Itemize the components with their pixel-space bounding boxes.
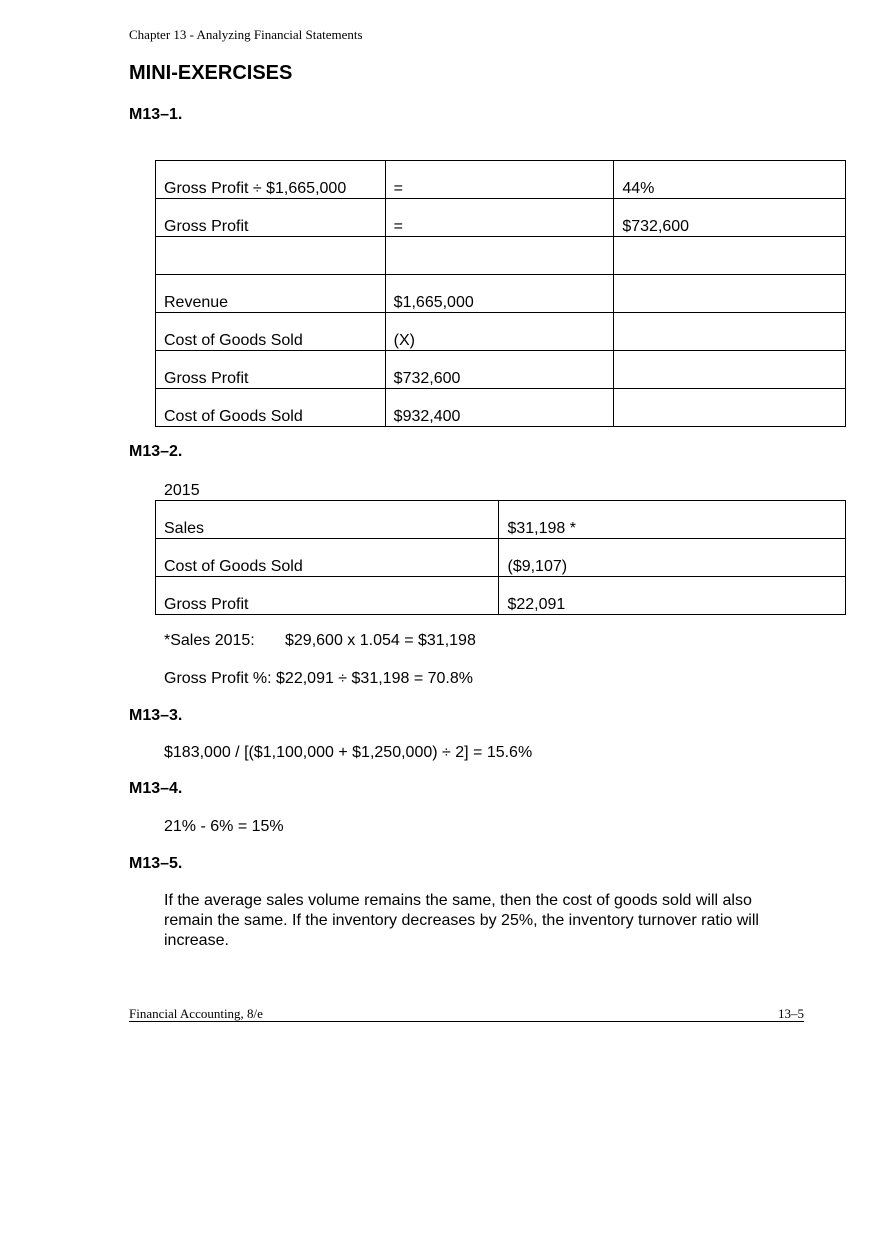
table-cell: = <box>385 199 614 237</box>
table-row <box>156 577 846 615</box>
m13-2-table <box>155 500 846 615</box>
m13-2-heading: M13–2. <box>129 443 183 460</box>
table-cell: Gross Profit <box>156 577 499 615</box>
table-cell: $732,600 <box>614 199 846 237</box>
table-cell: Cost of Goods Sold <box>156 539 499 577</box>
table-row <box>156 237 846 275</box>
table-cell: $31,198 * <box>499 501 846 539</box>
page-footer <box>129 1006 804 1022</box>
table-cell <box>385 237 614 275</box>
table-cell: ($9,107) <box>499 539 846 577</box>
m13-2-note-value: $29,600 x 1.054 = $31,198 <box>285 632 476 649</box>
table-cell: $22,091 <box>499 577 846 615</box>
table-cell: Sales <box>156 501 499 539</box>
table-cell <box>614 275 846 313</box>
table-cell: 44% <box>614 161 846 199</box>
table-cell: Gross Profit ÷ $1,665,000 <box>156 161 386 199</box>
table-cell: Cost of Goods Sold <box>156 389 386 427</box>
m13-4-text: 21% - 6% = 15% <box>164 818 284 835</box>
table-cell: Gross Profit <box>156 351 386 389</box>
table-row <box>156 389 846 427</box>
table-cell: $732,600 <box>385 351 614 389</box>
table-cell <box>156 237 386 275</box>
m13-2-year: 2015 <box>164 482 200 499</box>
table-cell: Revenue <box>156 275 386 313</box>
table-row <box>156 313 846 351</box>
table-cell: (X) <box>385 313 614 351</box>
m13-2-note-label: *Sales 2015: <box>164 632 255 649</box>
footer-book-title: Financial Accounting, 8/e <box>129 1006 263 1021</box>
m13-1-table <box>155 160 846 427</box>
m13-2-gross-profit-pct: Gross Profit %: $22,091 ÷ $31,198 = 70.8% <box>164 670 473 687</box>
m13-1-heading: M13–1. <box>129 106 183 123</box>
table-cell <box>614 351 846 389</box>
table-cell <box>614 237 846 275</box>
table-cell: Cost of Goods Sold <box>156 313 386 351</box>
table-row <box>156 161 846 199</box>
m13-5-heading: M13–5. <box>129 855 183 872</box>
m13-4-heading: M13–4. <box>129 780 183 797</box>
table-row <box>156 275 846 313</box>
table-cell <box>614 313 846 351</box>
table-cell: $932,400 <box>385 389 614 427</box>
m13-3-heading: M13–3. <box>129 707 183 724</box>
table-row <box>156 351 846 389</box>
table-row <box>156 539 846 577</box>
table-cell: = <box>385 161 614 199</box>
table-row <box>156 501 846 539</box>
chapter-header: Chapter 13 - Analyzing Financial Statements <box>129 27 363 42</box>
page-title: MINI-EXERCISES <box>129 62 293 84</box>
table-cell: $1,665,000 <box>385 275 614 313</box>
table-cell: Gross Profit <box>156 199 386 237</box>
m13-5-text: If the average sales volume remains the same, then the cost of goods sold will also remain the same. If the inventory decreases by 25%, the inventory turnover ratio will increase. <box>164 892 759 949</box>
table-row <box>156 199 846 237</box>
m13-3-text: $183,000 / [($1,100,000 + $1,250,000) ÷ 2] = 15.6% <box>164 744 533 761</box>
table-cell <box>614 389 846 427</box>
footer-page-number: 13–5 <box>778 1006 804 1021</box>
